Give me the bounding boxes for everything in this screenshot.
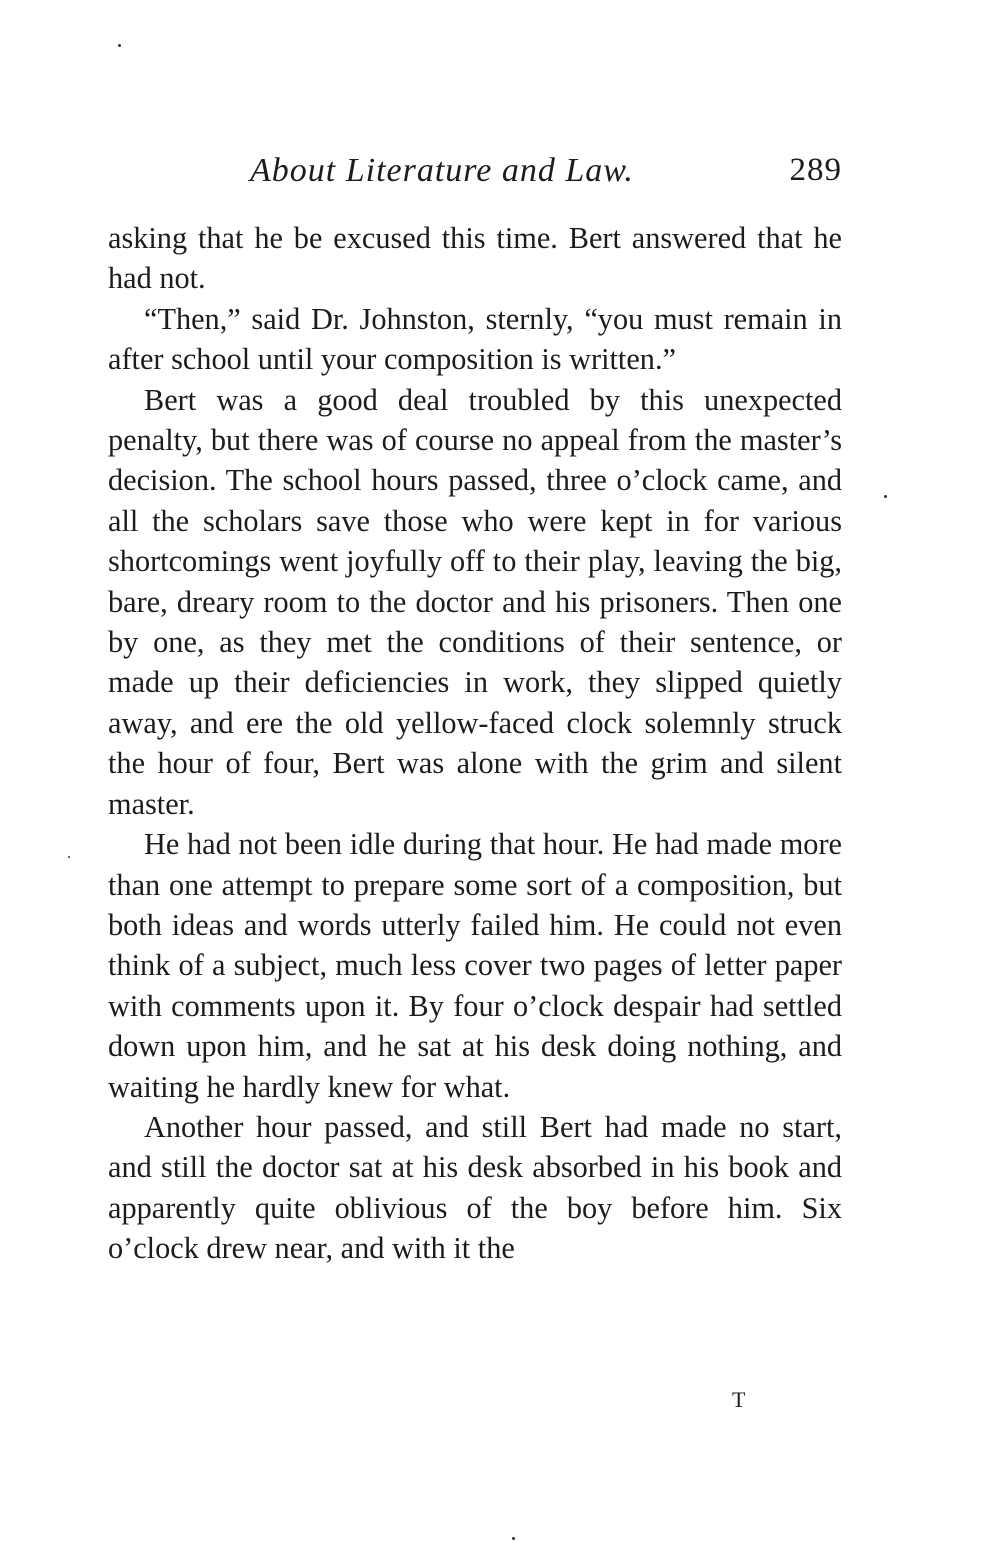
ink-speck	[512, 1537, 515, 1540]
page-number: 289	[789, 152, 842, 188]
signature-mark: T	[732, 1387, 746, 1412]
ink-speck	[68, 856, 70, 858]
running-title: About Literature and Law.	[250, 152, 634, 189]
paragraph: Bert was a good deal troubled by this unexpected penalty, but there was of course no appeal from the master’s decision. The school hours passed, three o’clock came, and all the scholars save those who were kept in for various shortcomings went joyfully off to their play, leaving the big, bare, dreary room to the doctor and his prisoners. Then one by one, as they met the conditions of their sentence, or made up their deficiencies in work, they slipped quietly away, and ere the old yellow-faced clock solemnly struck the hour of four, Bert was alone with the grim and silent master.	[108, 382, 842, 821]
page-header	[250, 152, 850, 202]
paragraph: asking that he be excused this time. Bert answered that he had not.	[108, 221, 842, 296]
ink-speck	[884, 495, 887, 498]
ink-speck	[118, 44, 121, 47]
paragraph: He had not been idle during that hour. He had made more than one attempt to prepare some sort of a composition, but both ideas and words utterly failed him. He could not even think of a subject, much less cover two pages of letter paper with comments upon it. By four o’clock despair had settled down upon him, and he sat at his desk doing nothing, and waiting he hardly knew for what.	[108, 827, 842, 1104]
body-text	[108, 218, 842, 1269]
paragraph: “Then,” said Dr. Johnston, sternly, “you must remain in after school until your composition is written.”	[108, 301, 842, 377]
paragraph: Another hour passed, and still Bert had made no start, and still the doctor sat at his desk absorbed in his book and apparently quite oblivious of the boy before him. Six o’clock drew near, and with it the	[108, 1109, 842, 1266]
